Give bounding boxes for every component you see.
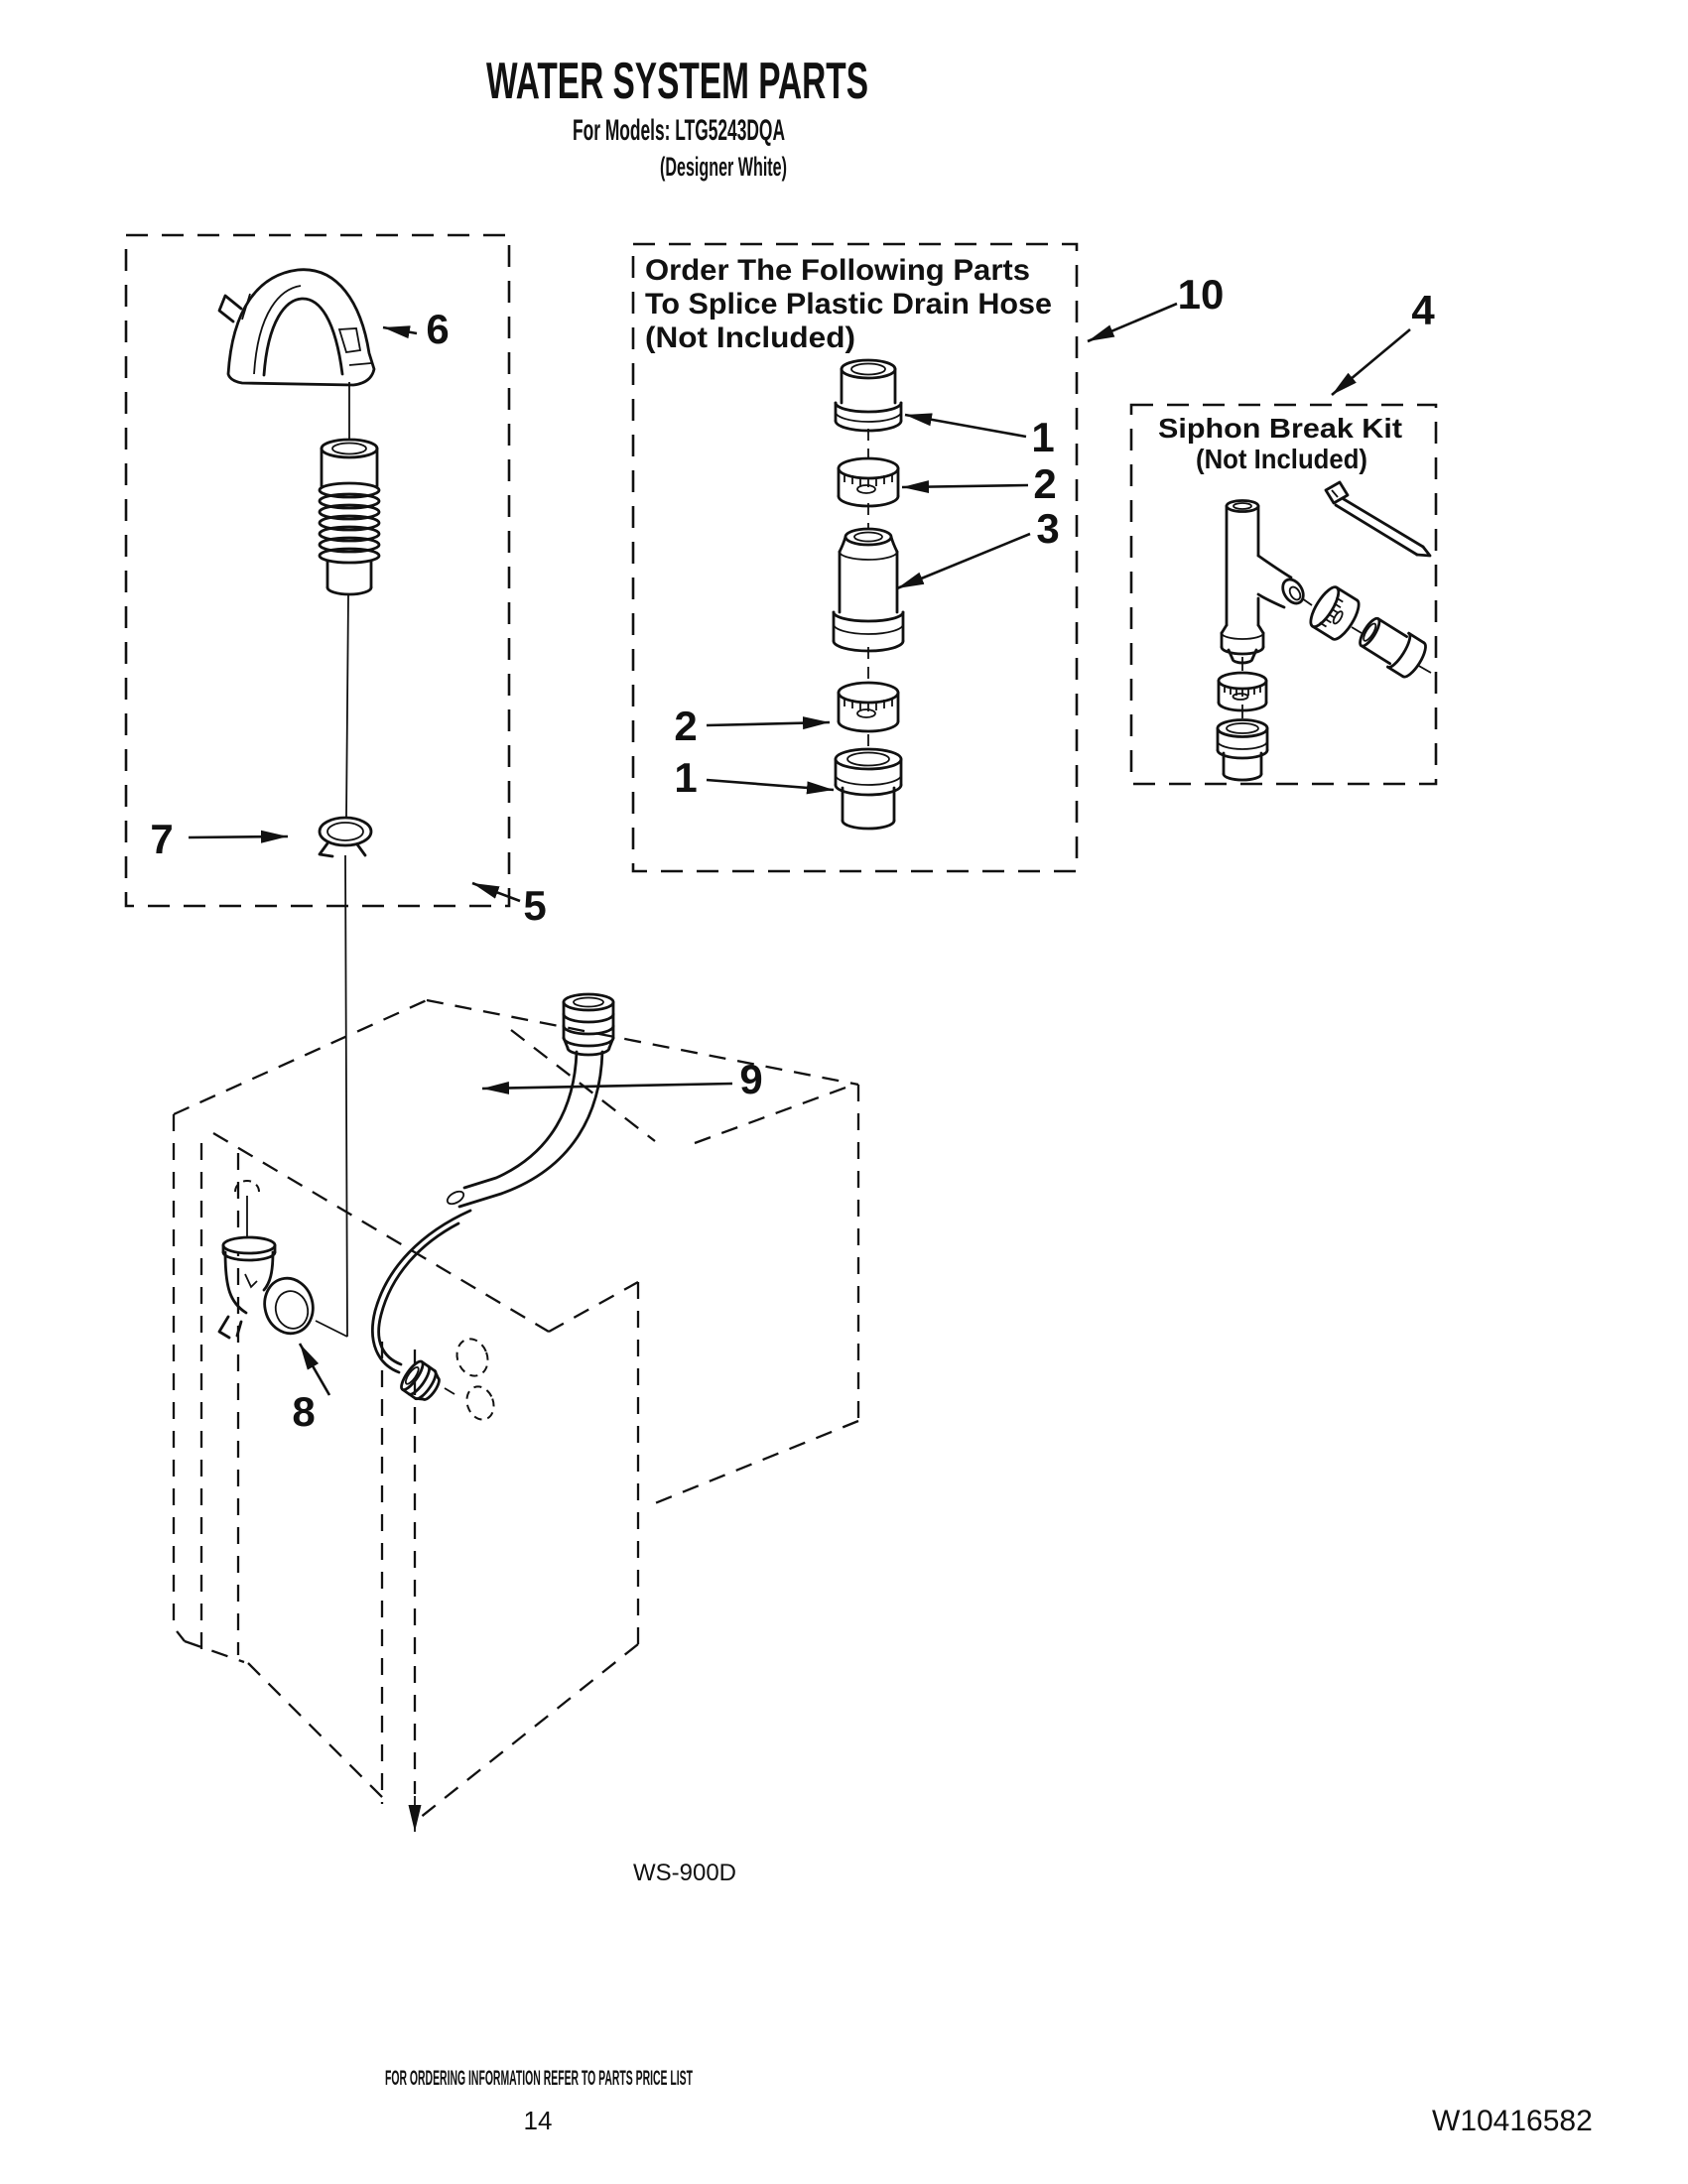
page-header [486, 53, 868, 182]
callout-1-left-label: 1 [674, 754, 698, 801]
callout-1-right-arrow [905, 415, 1026, 437]
page-footer [385, 1860, 1593, 2137]
callout-7-arrow [189, 836, 288, 837]
page-number: 14 [523, 2106, 553, 2135]
document-number: W10416582 [1432, 2105, 1593, 2137]
splice-box-caption-line1: Order The Following Parts [645, 254, 1030, 287]
callout-2-left-arrow [707, 722, 830, 725]
callout-2-right-label: 2 [1033, 460, 1057, 507]
splice-box-caption-line2: To Splice Plastic Drain Hose [645, 288, 1052, 321]
callout-2-right-arrow [902, 485, 1028, 487]
callout-8-label: 8 [292, 1388, 316, 1435]
callout-5-label: 5 [523, 882, 547, 929]
cable-tie-drawing [1326, 482, 1430, 556]
inlet-hose-drawing [372, 994, 613, 1405]
splice-box-caption-line3: (Not Included) [645, 321, 855, 354]
callout-3-right-arrow [897, 534, 1030, 588]
clamp-top-drawing [839, 458, 898, 506]
footer-note: FOR ORDERING INFORMATION REFER TO PARTS PRICE LIST [385, 2067, 694, 2090]
callout-6-label: 6 [426, 306, 450, 352]
siphon-box-caption-line1: Siphon Break Kit [1158, 413, 1402, 444]
elbow-fitting-drawing [219, 1181, 347, 1339]
siphon-clamp-angled-drawing [1306, 583, 1363, 643]
splice-box-caption [645, 254, 1052, 354]
callout-10-label: 10 [1177, 271, 1225, 318]
callout-4-arrow [1332, 329, 1410, 395]
callout-9-label: 9 [739, 1056, 763, 1102]
hose-port-dashed-circle-lower [462, 1383, 498, 1424]
hose-port-dashed-circle-upper [452, 1335, 492, 1380]
hose-connector-drawing [834, 529, 903, 651]
hose-clamp-drawing [320, 818, 371, 856]
clamp-bottom-drawing [839, 683, 898, 731]
corrugated-hose-drawing [320, 440, 379, 594]
callout-3-right-label: 3 [1036, 505, 1060, 552]
callout-6-arrow [383, 327, 417, 333]
callout-4-label: 4 [1411, 287, 1435, 333]
callout-1-right-label: 1 [1031, 414, 1055, 460]
hose-clip-drawing [219, 270, 374, 385]
models-subtitle: For Models: LTG5243DQA [573, 114, 785, 147]
callout-5-arrow [472, 883, 520, 901]
callout-10-arrow [1088, 304, 1177, 341]
diagram-code: WS-900D [632, 1860, 737, 1886]
coupling-top-drawing [836, 360, 901, 431]
washer-cabinet-outline [174, 1000, 858, 1832]
siphon-connector-angled-drawing [1355, 612, 1430, 680]
coupling-bottom-drawing [836, 749, 901, 829]
siphon-coupling-drawing [1218, 720, 1267, 781]
callout-2-left-label: 2 [674, 703, 698, 749]
siphon-box-caption [1158, 413, 1402, 474]
color-subtitle: (Designer White) [660, 152, 787, 182]
drain-hose-axis-line [345, 382, 349, 1337]
page-title: WATER SYSTEM PARTS [486, 53, 868, 110]
siphon-box-caption-line2: (Not Included) [1196, 444, 1367, 474]
callout-1-left-arrow [707, 780, 834, 790]
callout-9-arrow [482, 1084, 732, 1089]
callout-7-label: 7 [150, 816, 174, 862]
